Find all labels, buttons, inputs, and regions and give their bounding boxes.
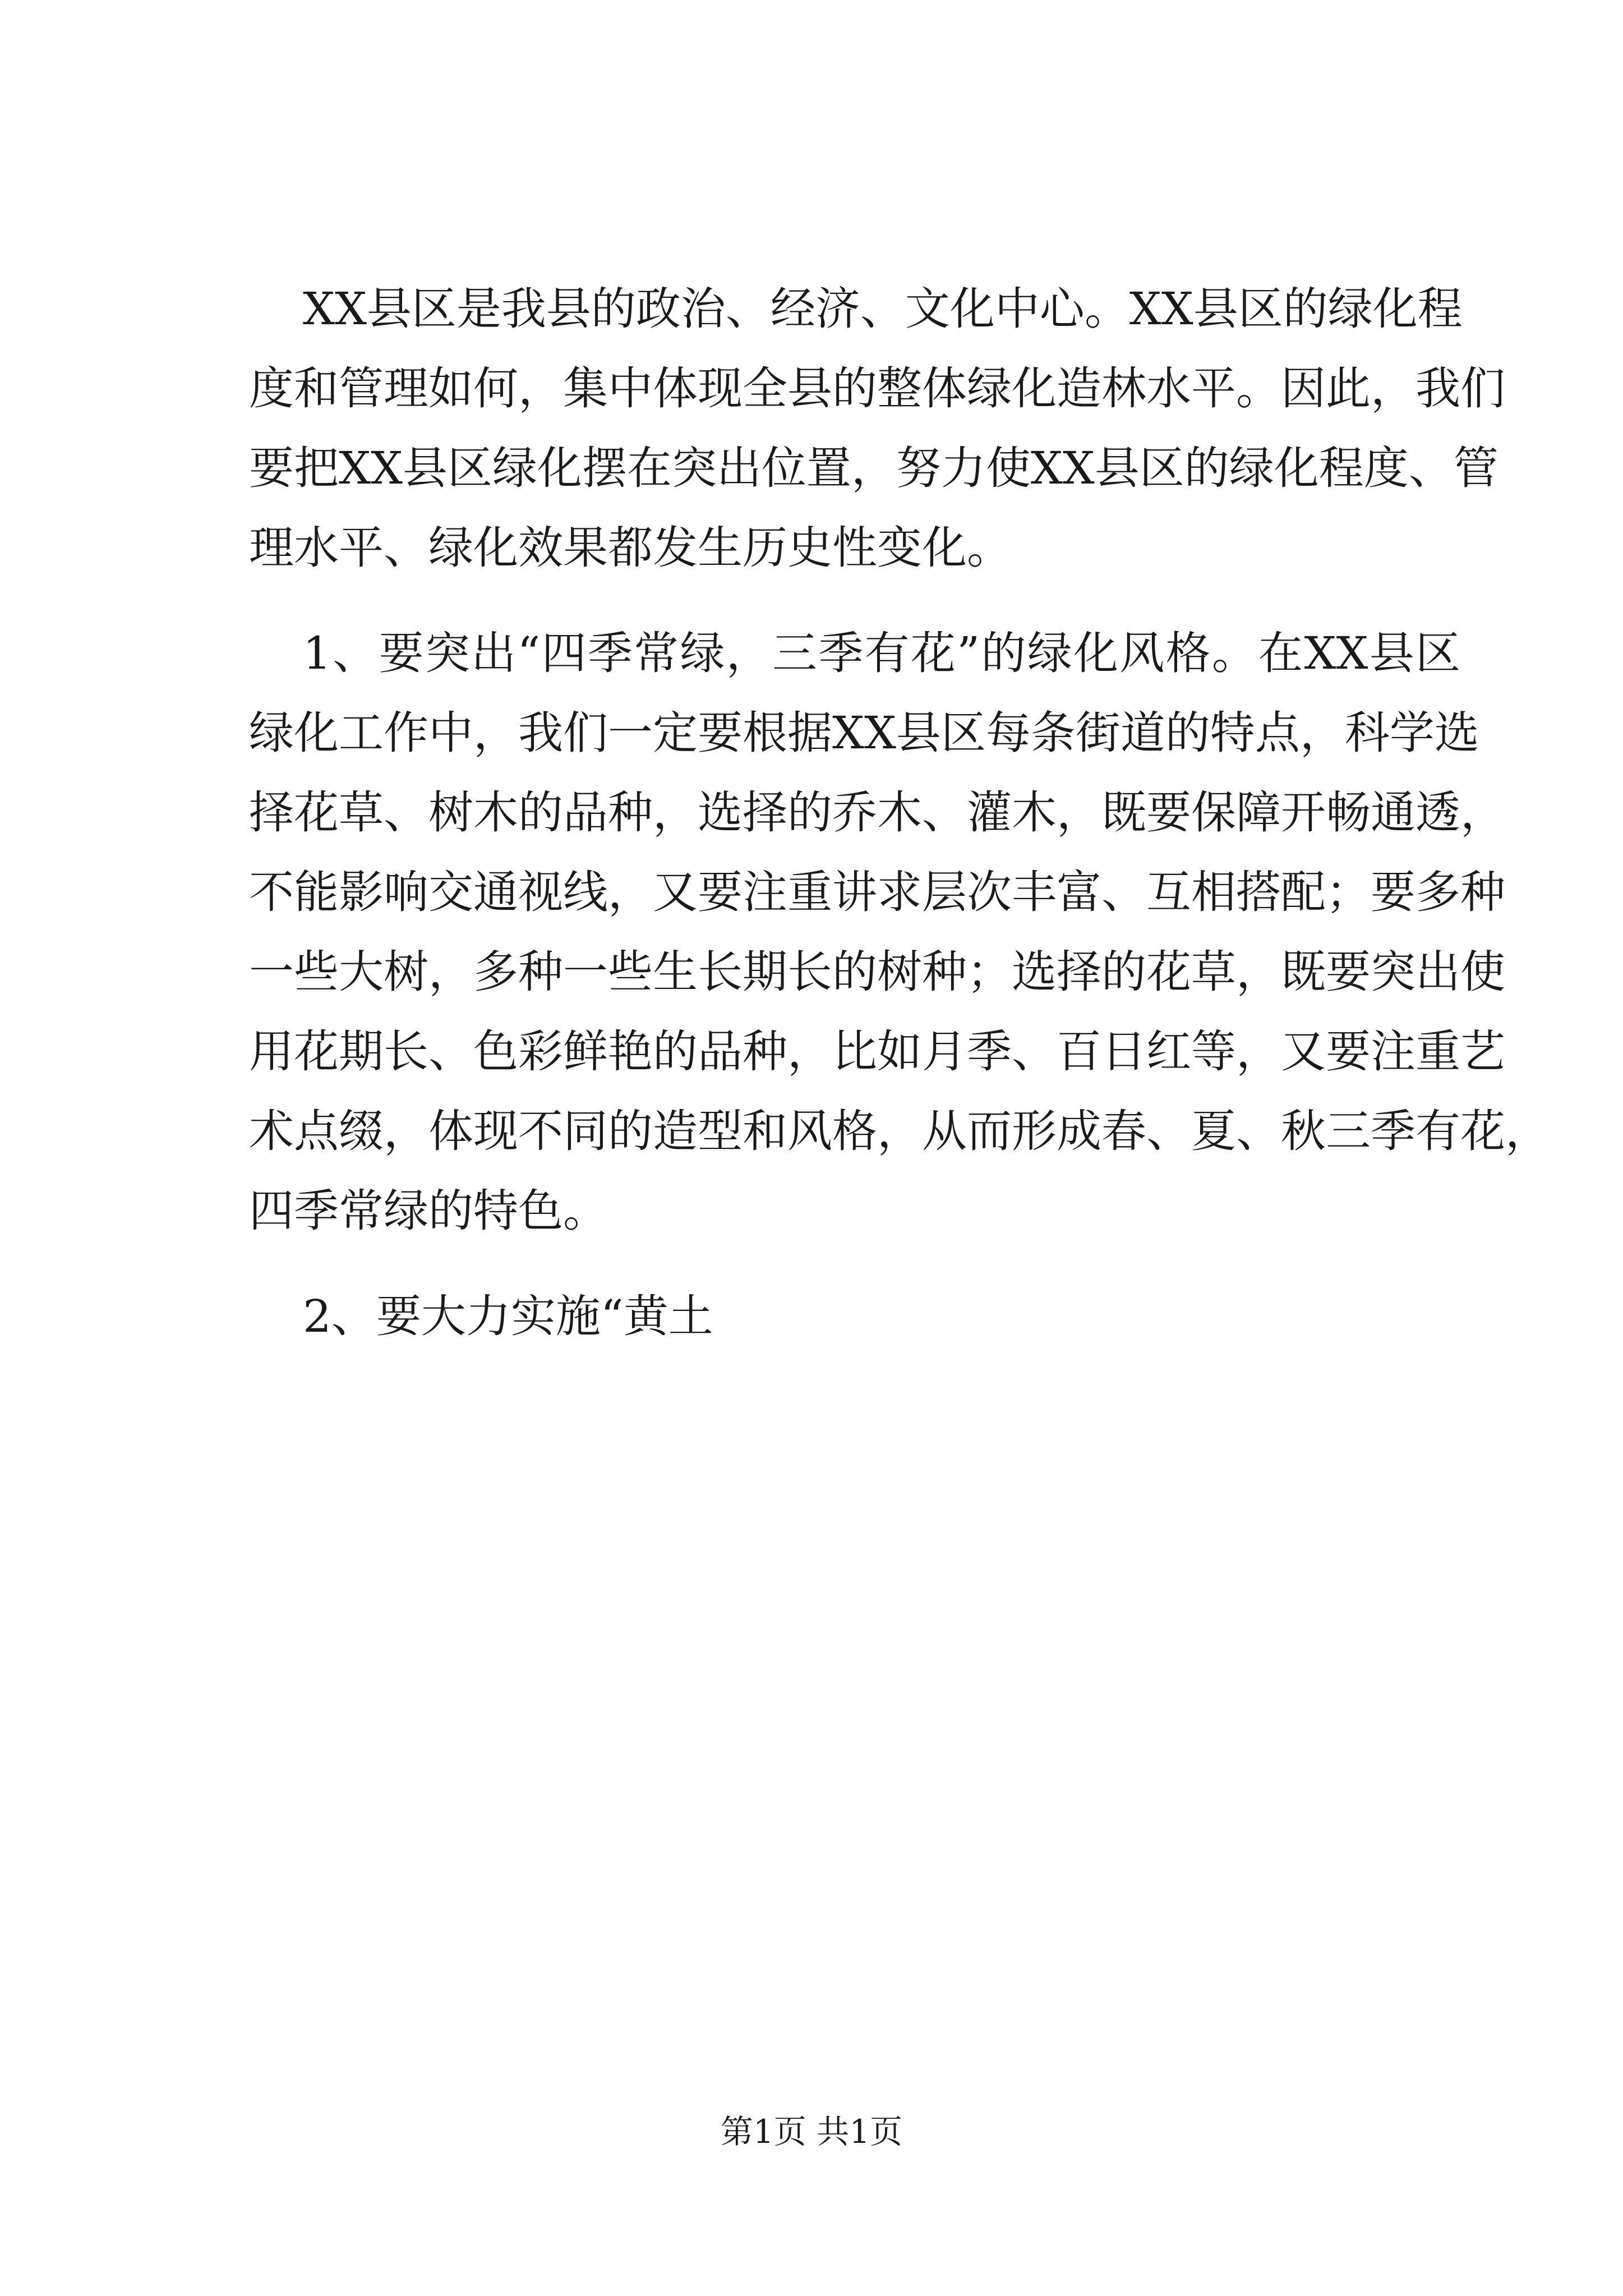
paragraph-item-1 [249, 614, 1550, 1251]
paragraph-line: 绿化工作中，我们一定要根据XX县区每条街道的特点，科学选 [249, 707, 1479, 759]
paragraph-line: 一些大树，多种一些生长期长的树种；选择的花草，既要突出使 [249, 946, 1505, 998]
page-footer [0, 2109, 1623, 2154]
paragraph-line: XX县区是我县的政治、经济、文化中心。XX县区的绿化程 [303, 283, 1463, 335]
paragraph-line: 2、要大力实施“黄土 [303, 1290, 713, 1342]
paragraph-line: 术点缀，体现不同的造型和风格，从而形成春、夏、秋三季有花， [249, 1105, 1550, 1157]
paragraph-line: 不能影响交通视线，又要注重讲求层次丰富、互相搭配；要多种 [249, 866, 1505, 918]
document-body [249, 269, 1550, 1382]
paragraph-line: 择花草、树木的品种，选择的乔木、灌木，既要保障开畅通透， [249, 786, 1505, 839]
paragraph-line: 四季常绿的特色。 [249, 1185, 608, 1237]
paragraph-line: 理水平、绿化效果都发生历史性变化。 [249, 522, 1012, 574]
paragraph-item-2 [249, 1277, 1460, 1356]
paragraph-line: 用花期长、色彩鲜艳的品种，比如月季、百日红等，又要注重艺 [249, 1025, 1505, 1078]
paragraph-line: 度和管理如何，集中体现全县的整体绿化造林水平。因此，我们 [249, 362, 1505, 415]
paragraph-intro [249, 269, 1505, 588]
paragraph-line: 要把XX县区绿化摆在突出位置，努力使XX县区的绿化程度、管 [249, 442, 1498, 494]
page-number: 第1页 共1页 [720, 2113, 903, 2151]
paragraph-line: 1、要突出“四季常绿，三季有花”的绿化风格。在XX县区 [303, 627, 1460, 679]
